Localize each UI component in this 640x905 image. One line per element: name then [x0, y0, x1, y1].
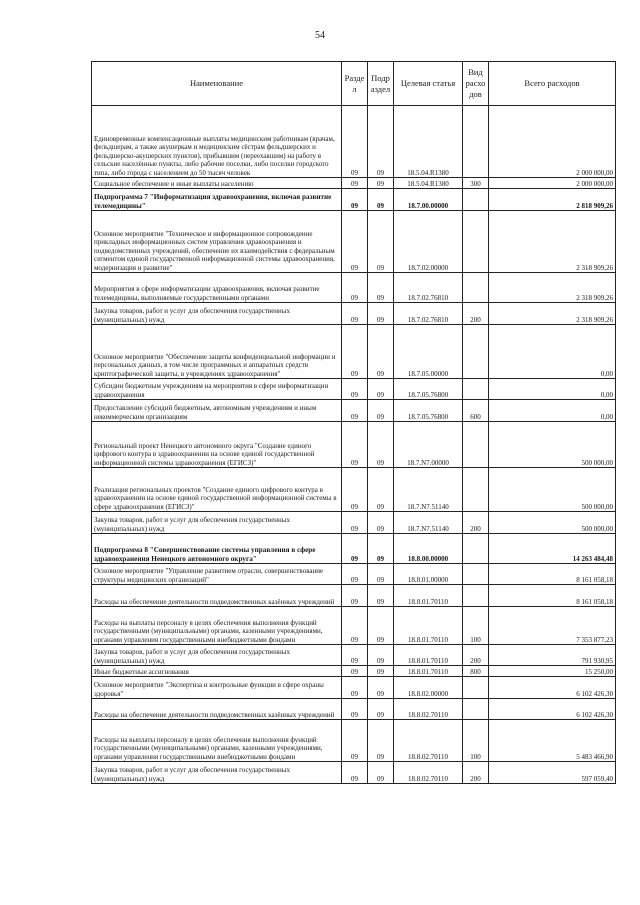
cell-subsection: 09 [368, 512, 394, 534]
cell-target: 18.8.01.70110 [394, 666, 463, 677]
header-total: Всего расходов [489, 62, 616, 106]
cell-section: 09 [342, 273, 368, 303]
cell-name: Расходы на обеспечение деятельности подведомственных казённых учреждений [92, 699, 342, 720]
cell-name: Расходы на выплаты персоналу в целях обеспечения выполнения функций государственными (муниципальными) органами, казенными учреждениями, органами управления государственными внебюджетными фондами [92, 607, 342, 645]
table-row [92, 677, 616, 699]
cell-expense-type: 200 [463, 762, 489, 784]
cell-total: 8 161 058,18 [489, 564, 616, 585]
cell-expense-type: 200 [463, 512, 489, 534]
table-row [92, 512, 616, 534]
header-target: Целевая статья [394, 62, 463, 106]
cell-name: Подпрограмма 7 "Информатизация здравоохранения, включая развитие телемедицины" [92, 189, 342, 211]
cell-target: 18.7.02.76810 [394, 273, 463, 303]
table-row [92, 762, 616, 784]
cell-section: 09 [342, 666, 368, 677]
cell-target: 18.7.02.00000 [394, 211, 463, 273]
cell-total: 7 353 877,23 [489, 607, 616, 645]
cell-total: 500 000,00 [489, 512, 616, 534]
table-row [92, 400, 616, 422]
cell-target: 18.7.N7.00000 [394, 422, 463, 468]
cell-expense-type [463, 534, 489, 564]
cell-section: 09 [342, 106, 368, 178]
cell-section: 09 [342, 178, 368, 189]
cell-expense-type [463, 325, 489, 379]
cell-name: Расходы на выплаты персоналу в целях обеспечения выполнения функций государственными (муниципальными) органами, казенными учреждениями, органами управления государственными внебюджетными фондами [92, 720, 342, 762]
table-row [92, 607, 616, 645]
cell-target: 18.7.05.76800 [394, 379, 463, 400]
cell-subsection: 09 [368, 325, 394, 379]
table-row [92, 106, 616, 178]
cell-subsection: 09 [368, 762, 394, 784]
cell-subsection: 09 [368, 273, 394, 303]
cell-total: 6 102 426,30 [489, 677, 616, 699]
table-row [92, 379, 616, 400]
cell-total: 0,00 [489, 379, 616, 400]
table-row [92, 468, 616, 512]
cell-name: Закупка товаров, работ и услуг для обеспечения государственных (муниципальных) нужд [92, 303, 342, 325]
cell-expense-type [463, 585, 489, 607]
cell-subsection: 09 [368, 645, 394, 666]
cell-section: 09 [342, 534, 368, 564]
cell-subsection: 09 [368, 677, 394, 699]
cell-section: 09 [342, 468, 368, 512]
cell-target: 18.7.N7.51140 [394, 468, 463, 512]
cell-total: 500 000,00 [489, 422, 616, 468]
table-row [92, 564, 616, 585]
cell-expense-type [463, 564, 489, 585]
cell-total: 2 318 909,26 [489, 211, 616, 273]
cell-subsection: 09 [368, 178, 394, 189]
cell-target: 18.7.N7.51140 [394, 512, 463, 534]
cell-target: 18.8.00.00000 [394, 534, 463, 564]
table-row [92, 211, 616, 273]
cell-subsection: 09 [368, 468, 394, 512]
table-row [92, 189, 616, 211]
header-expense-type: Вид расхо дов [463, 62, 489, 106]
header-section: Разде л [342, 62, 368, 106]
header-subsection: Подр аздел [368, 62, 394, 106]
cell-expense-type [463, 468, 489, 512]
cell-section: 09 [342, 189, 368, 211]
cell-subsection: 09 [368, 211, 394, 273]
cell-expense-type: 100 [463, 607, 489, 645]
cell-section: 09 [342, 379, 368, 400]
cell-total: 8 161 058,18 [489, 585, 616, 607]
cell-target: 18.8.02.00000 [394, 677, 463, 699]
cell-name: Основное мероприятие "Техническое и информационное сопровождение прикладных информационных систем управления здравоохранения и подведомственных учреждений, обеспечение их взаимодействия с федеральным сегментом единой государственной информационной системы здравоохранения, модернизация и развитие" [92, 211, 342, 273]
cell-subsection: 09 [368, 189, 394, 211]
cell-section: 09 [342, 422, 368, 468]
cell-name: Основное мероприятие "Обеспечение защиты конфиденциальной информации и персональных данных, в том числе программных и аппаратных средств криптографической защиты, в учреждениях здравоохранения" [92, 325, 342, 379]
cell-target: 18.8.02.70110 [394, 720, 463, 762]
cell-total: 0,00 [489, 400, 616, 422]
cell-section: 09 [342, 762, 368, 784]
table-header-row [92, 62, 616, 106]
cell-subsection: 09 [368, 564, 394, 585]
cell-subsection: 09 [368, 400, 394, 422]
table-row [92, 534, 616, 564]
cell-target: 18.8.01.00000 [394, 564, 463, 585]
cell-expense-type [463, 106, 489, 178]
table-body [92, 106, 616, 784]
cell-target: 18.7.05.00000 [394, 325, 463, 379]
cell-subsection: 09 [368, 106, 394, 178]
cell-subsection: 09 [368, 699, 394, 720]
cell-name: Реализация региональных проектов "Создание единого цифрового контура в здравоохранении на основе единой государственной информационной системы в сфере здравоохранения (ЕГИСЗ)" [92, 468, 342, 512]
cell-section: 09 [342, 645, 368, 666]
cell-target: 18.8.02.70110 [394, 762, 463, 784]
cell-subsection: 09 [368, 379, 394, 400]
page-number: 54 [315, 30, 325, 41]
cell-section: 09 [342, 400, 368, 422]
cell-expense-type [463, 677, 489, 699]
cell-expense-type: 200 [463, 645, 489, 666]
cell-name: Предоставление субсидий бюджетным, автономным учреждениям и иным некоммерческим организациям [92, 400, 342, 422]
cell-section: 09 [342, 564, 368, 585]
cell-total: 2 318 909,26 [489, 303, 616, 325]
table-row [92, 720, 616, 762]
cell-expense-type [463, 379, 489, 400]
table-row [92, 178, 616, 189]
table-row [92, 585, 616, 607]
cell-target: 18.5.04.R1380 [394, 106, 463, 178]
cell-name: Единовременные компенсационные выплаты медицинским работникам (врачам, фельдшерам, а также акушеркам и медицинским сёстрам фельдшерских и фельдшерско-акушерских пунктов), прибывшим (переехавшим) на работу в сельские населённые пункты, либо рабочие поселки, либо поселки городского типа, либо города с населением до 50 тысяч человек [92, 106, 342, 178]
cell-subsection: 09 [368, 534, 394, 564]
header-name: Наименование [92, 62, 342, 106]
cell-name: Иные бюджетные ассигнования [92, 666, 342, 677]
cell-section: 09 [342, 699, 368, 720]
cell-section: 09 [342, 585, 368, 607]
cell-subsection: 09 [368, 585, 394, 607]
cell-name: Региональный проект Ненецкого автономного округа "Создание единого цифрового контура в здравоохранении на основе единой государственной информационной системы здравоохранения (ЕГИСЗ)" [92, 422, 342, 468]
cell-target: 18.8.02.70110 [394, 699, 463, 720]
cell-target: 18.8.01.70110 [394, 607, 463, 645]
cell-expense-type [463, 211, 489, 273]
table-row [92, 273, 616, 303]
table-row [92, 303, 616, 325]
cell-expense-type: 300 [463, 178, 489, 189]
cell-target: 18.8.01.70110 [394, 645, 463, 666]
cell-target: 18.5.04.R1380 [394, 178, 463, 189]
cell-total: 15 250,00 [489, 666, 616, 677]
cell-subsection: 09 [368, 422, 394, 468]
cell-target: 18.7.00.00000 [394, 189, 463, 211]
cell-name: Основное мероприятие "Экспертиза и контрольные функции в сфере охраны здоровья" [92, 677, 342, 699]
cell-subsection: 09 [368, 720, 394, 762]
cell-total: 2 818 909,26 [489, 189, 616, 211]
cell-expense-type: 800 [463, 666, 489, 677]
cell-total: 2 000 000,00 [489, 106, 616, 178]
cell-total: 14 263 484,48 [489, 534, 616, 564]
cell-section: 09 [342, 303, 368, 325]
cell-expense-type [463, 422, 489, 468]
table-row [92, 422, 616, 468]
cell-total: 6 102 426,30 [489, 699, 616, 720]
cell-section: 09 [342, 677, 368, 699]
cell-section: 09 [342, 607, 368, 645]
cell-total: 597 059,40 [489, 762, 616, 784]
cell-expense-type [463, 273, 489, 303]
cell-section: 09 [342, 720, 368, 762]
cell-name: Подпрограмма 8 "Совершенствование системы управления в сфере здравоохранения Ненецкого автономного округа" [92, 534, 342, 564]
table-row [92, 699, 616, 720]
cell-target: 18.7.05.76800 [394, 400, 463, 422]
cell-name: Субсидии бюджетным учреждениям на мероприятия в сфере информатизации здравоохранения [92, 379, 342, 400]
cell-name: Расходы на обеспечение деятельности подведомственных казённых учреждений [92, 585, 342, 607]
table-row [92, 325, 616, 379]
cell-name: Закупка товаров, работ и услуг для обеспечения государственных (муниципальных) нужд [92, 645, 342, 666]
cell-subsection: 09 [368, 303, 394, 325]
cell-expense-type [463, 699, 489, 720]
cell-expense-type: 200 [463, 303, 489, 325]
cell-target: 18.8.01.70110 [394, 585, 463, 607]
table-row [92, 645, 616, 666]
cell-expense-type [463, 189, 489, 211]
cell-subsection: 09 [368, 607, 394, 645]
budget-expenses-table [91, 61, 616, 784]
cell-total: 0,00 [489, 325, 616, 379]
cell-total: 5 483 466,90 [489, 720, 616, 762]
cell-name: Закупка товаров, работ и услуг для обеспечения государственных (муниципальных) нужд [92, 512, 342, 534]
cell-subsection: 09 [368, 666, 394, 677]
cell-total: 791 930,95 [489, 645, 616, 666]
cell-name: Социальное обеспечение и иные выплаты населению [92, 178, 342, 189]
cell-expense-type: 100 [463, 720, 489, 762]
cell-target: 18.7.02.76810 [394, 303, 463, 325]
cell-section: 09 [342, 512, 368, 534]
cell-total: 500 000,00 [489, 468, 616, 512]
cell-section: 09 [342, 325, 368, 379]
cell-expense-type: 600 [463, 400, 489, 422]
cell-total: 2 318 909,26 [489, 273, 616, 303]
cell-section: 09 [342, 211, 368, 273]
cell-name: Основное мероприятие "Управление развитием отрасли, совершенствование структуры медицинских организаций" [92, 564, 342, 585]
cell-name: Мероприятия в сфере информатизации здравоохранения, включая развитие телемедицины, выполняемые государственными органами [92, 273, 342, 303]
cell-name: Закупка товаров, работ и услуг для обеспечения государственных (муниципальных) нужд [92, 762, 342, 784]
table-row [92, 666, 616, 677]
cell-total: 2 000 000,00 [489, 178, 616, 189]
